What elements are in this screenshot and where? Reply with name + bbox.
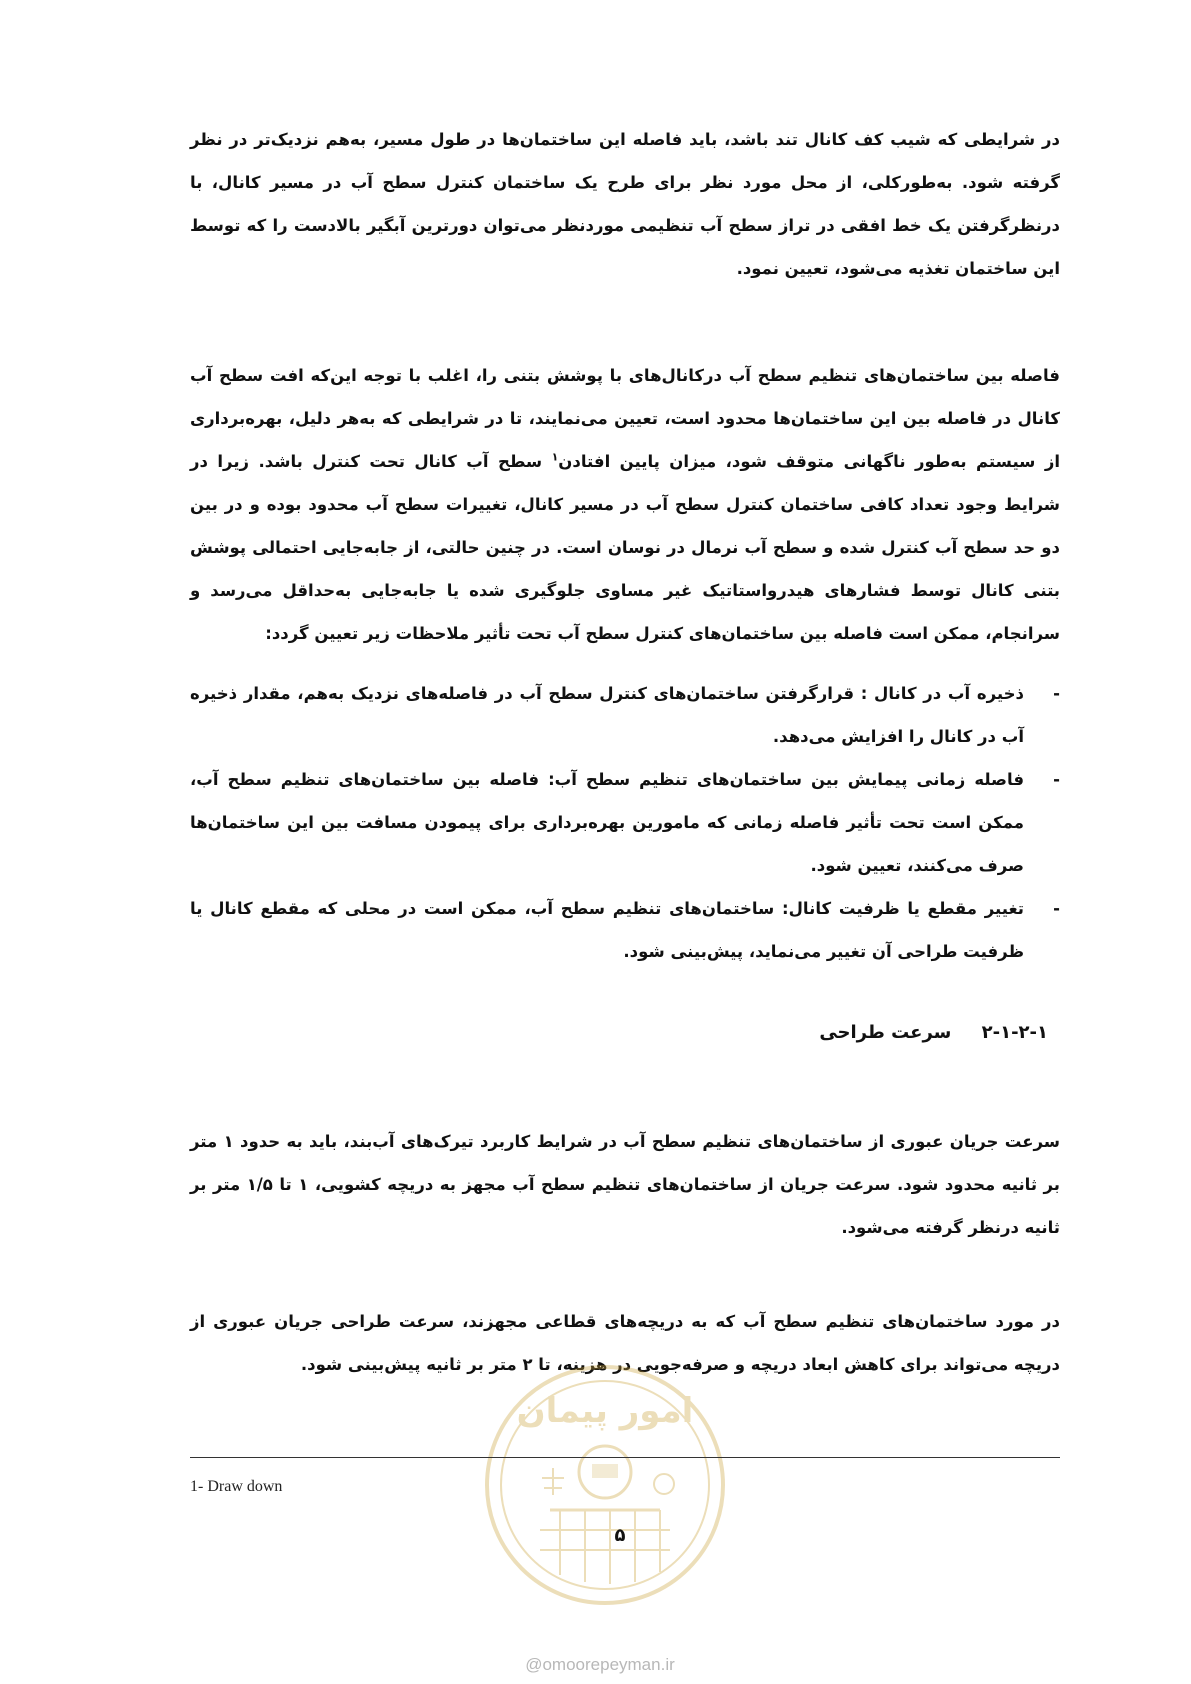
paragraph-4-text: در مورد ساختمان‌های تنظیم سطح آب که به دریچه‌های قطاعی مجهزند، سرعت طراحی جریان عبوری از دریچه می‌تواند برای کاهش ابعاد دریچه و صرفه‌جویی در هزینه، تا ۲ متر بر ثانیه پیش‌بینی شود. <box>190 1312 1060 1374</box>
section-number: ۲-۱-۲-۱ <box>981 1022 1048 1043</box>
bullet-list <box>190 672 1060 973</box>
section-title: سرعت طراحی <box>819 1022 952 1043</box>
paragraph-3 <box>190 1120 1060 1249</box>
paragraph-2 <box>190 354 1060 655</box>
page-number: ۵ <box>614 1525 626 1546</box>
seal-text: امور پیمان <box>516 1391 694 1431</box>
list-item <box>190 672 1060 758</box>
paragraph-2-text-before: فاصله بین ساختمان‌های تنظیم سطح آب درکانال‌های با پوشش بتنی را، اغلب با توجه این‌که افت سطح آب کانال در فاصله بین این ساختمان‌ها محدود است، تعیین می‌نمایند، تا در شرایطی که به‌هر دلیل، بهره‌برداری از سیستم به‌طور ناگهانی متوقف شود، میزان پایین افتادن <box>190 366 1060 471</box>
list-item-text: فاصله زمانی پیمایش بین ساختمان‌های تنظیم سطح آب: فاصله بین ساختمان‌های تنظیم سطح آب، ممکن است تحت تأثیر فاصله زمانی که مامورین بهره‌برداری برای پیمودن مسافت بین این ساختمان‌ها صرف می‌کنند، تعیین شود. <box>190 770 1024 875</box>
footnote-reference[interactable]: ۱ <box>551 450 559 464</box>
list-item <box>190 758 1060 887</box>
bullet-dash: - <box>1053 899 1060 918</box>
paragraph-1 <box>190 118 1060 290</box>
list-item <box>190 887 1060 973</box>
list-item-text: ذخیره آب در کانال : قرارگرفتن ساختمان‌های کنترل سطح آب در فاصله‌های نزدیک به‌هم، مقدار ذخیره آب در کانال را افزایش می‌دهد. <box>190 684 1024 746</box>
bullet-dash: - <box>1053 770 1060 789</box>
paragraph-2-text <box>190 354 1060 655</box>
paragraph-1-text: در شرایطی که شیب کف کانال تند باشد، باید فاصله این ساختمان‌ها در طول مسیر، به‌هم نزدیک‌تر در نظر گرفته شود. به‌طورکلی، از محل مورد نظر برای طرح یک ساختمان کنترل سطح آب در مسیر کانال، با درنظرگرفتن یک خط افقی در تراز سطح آب تنظیمی موردنظر می‌توان دورترین آبگیر بالادست را که توسط این ساختمان تغذیه می‌شود، تعیین نمود. <box>190 130 1060 278</box>
footnote: 1- Draw down <box>190 1478 283 1495</box>
section-heading <box>190 1022 1048 1043</box>
watermark: @omoorepeyman.ir <box>525 1655 675 1674</box>
footnote-divider <box>190 1457 1060 1458</box>
list-item-text: تغییر مقطع یا ظرفیت کانال: ساختمان‌های تنظیم سطح آب، ممکن است در محلی که مقطع کانال یا ظرفیت طراحی آن تغییر می‌نماید، پیش‌بینی شود. <box>190 899 1024 961</box>
seal-logo <box>480 1360 730 1610</box>
bullet-dash: - <box>1053 684 1060 703</box>
paragraph-2-text-after: سطح آب کانال تحت کنترل باشد. زیرا در شرایط وجود تعداد کافی ساختمان کنترل سطح آب در مسیر کانال، تغییرات سطح آب محدود بوده و در بین دو حد سطح آب کنترل شده و سطح آب نرمال در نوسان است. در چنین حالتی، از جابه‌جایی احتمالی پوشش بتنی کانال توسط فشارهای هیدرواستاتیک غیر مساوی جلوگیری شده یا جابه‌جایی به‌حداقل می‌رسد و سرانجام، ممکن است فاصله بین ساختمان‌های کنترل سطح آب تحت تأثیر ملاحظات زیر تعیین گردد: <box>190 452 1060 643</box>
paragraph-3-text: سرعت جریان عبوری از ساختمان‌های تنظیم سطح آب در شرایط کاربرد تیرک‌های آب‌بند، باید به حدود ۱ متر بر ثانیه محدود شود. سرعت جریان از ساختمان‌های تنظیم سطح آب مجهز به دریچه کشویی، ۱ تا ۱/۵ متر بر ثانیه درنظر گرفته می‌شود. <box>190 1132 1060 1237</box>
